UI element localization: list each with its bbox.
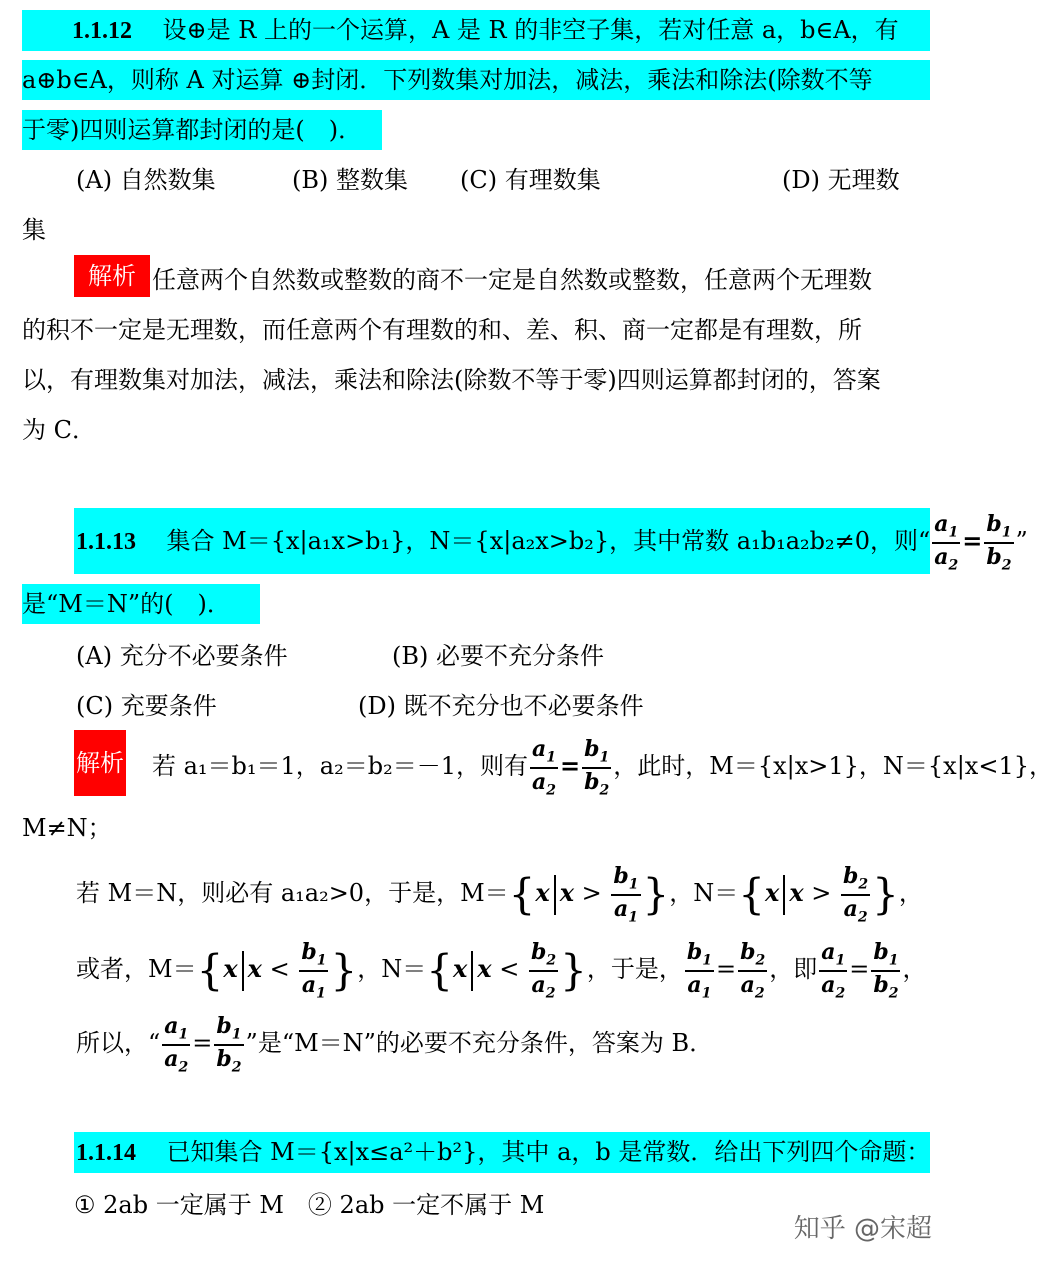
set-bar — [783, 875, 785, 915]
fraction-b2-over-a2: $\frac{b_2}{a_2}$ — [740, 939, 766, 1001]
problem-14-items: ① 2ab 一定属于 M ② 2ab 一定不属于 M — [74, 1191, 545, 1219]
fraction-b1-over-b2: $\frac{b_1}{b_2}$ — [584, 736, 610, 798]
option-d: (D) 既不充分也不必要条件 — [358, 692, 644, 720]
solution-line-1: 任意两个自然数或整数的商不一定是自然数或整数，任意两个无理数 — [152, 266, 872, 294]
fraction-b1-over-b2: $\frac{b_1}{b_2}$ — [216, 1013, 242, 1075]
option-b: (B) 整数集 — [292, 166, 408, 194]
set-bar — [471, 951, 473, 991]
problem-14-line-1 — [74, 1132, 930, 1173]
problem-text: 集合 M＝{x|a₁x>b₁}，N＝{x|a₂x>b₂}，其中常数 a₁b₁a₂b₂≠0，则“ — [166, 527, 931, 555]
solution-line-4: 或者，M＝{x x < $\frac{b_1}{a_1}$ }，N＝{x x < $\frac{b_2}{a_2}$ }，于是， $\frac{b_1}{a_1}$ = $\frac{b_2}{a_2}$ ，即 $\frac{a_1}{a_2}$ = $\frac{b_1}{b_2}$ ， — [76, 939, 927, 1001]
problem-number: 1.1.13 — [76, 529, 136, 555]
option-a: (A) 充分不必要条件 — [76, 642, 288, 670]
fraction-b1-over-b2: $\frac{b_1}{b_2}$ — [986, 511, 1012, 573]
option-a: (A) 自然数集 — [76, 166, 216, 194]
option-c: (C) 充要条件 — [76, 692, 217, 720]
set-bar — [242, 951, 244, 991]
fraction-b2-over-a2: $\frac{b_2}{a_2}$ — [843, 863, 869, 925]
solution-line-3: 以，有理数集对加法，减法，乘法和除法(除数不等于零)四则运算都封闭的，答案 — [22, 366, 881, 394]
set-bar — [554, 875, 556, 915]
fraction-a1-over-a2: $\frac{a_1}{a_2}$ — [164, 1013, 189, 1075]
fraction-b1-over-b2: $\frac{b_1}{b_2}$ — [873, 939, 899, 1001]
solution-line-5: 所以，“ $\frac{a_1}{a_2}$ = $\frac{b_1}{b_2}$ ”是“M＝N”的必要不充分条件，答案为 B． — [76, 1013, 714, 1075]
fraction-a1-over-a2: $\frac{a_1}{a_2}$ — [934, 511, 959, 573]
fraction-b2-over-a2: $\frac{b_2}{a_2}$ — [530, 939, 557, 1001]
fraction-b1-over-a1: $\frac{b_1}{a_1}$ — [613, 863, 639, 925]
problem-text: 设⊕是 R 上的一个运算，A 是 R 的非空子集，若对任意 a，b∈A，有 — [162, 16, 899, 44]
problem-12-line-2: a⊕b∈A，则称 A 对运算 ⊕封闭．下列数集对加法，减法，乘法和除法(除数不等 — [22, 60, 930, 100]
fraction-b1-over-a1: $\frac{b_1}{a_1}$ — [686, 939, 712, 1001]
solution-line-1: 若 a₁＝b₁＝1，a₂＝b₂＝－1，则有 $\frac{a_1}{a_2}$ = $\frac{b_1}{b_2}$ ，此时，M＝{x|x>1}，N＝{x|x<1}， — [152, 736, 1053, 798]
problem-number: 1.1.12 — [72, 18, 132, 44]
fraction-b1-over-a1: $\frac{b_1}{a_1}$ — [301, 939, 327, 1001]
problem-13-line-2: 是“M＝N”的( )． — [22, 584, 260, 624]
solution-line-2: M≠N； — [22, 814, 112, 842]
option-c: (C) 有理数集 — [460, 166, 601, 194]
analysis-tag: 解析 — [74, 730, 126, 796]
problem-number: 1.1.14 — [76, 1140, 136, 1166]
solution-line-2: 的积不一定是无理数，而任意两个有理数的和、差、积、商一定都是有理数，所 — [22, 316, 862, 344]
problem-13-line-1: 1.1.13 集合 M＝{x|a₁x>b₁}，N＝{x|a₂x>b₂}，其中常数 a₁b₁a₂b₂≠0，则“ $\frac{a_1}{a_2}$ = $\frac{b_1}{b_2}$ ” — [74, 508, 930, 574]
watermark: 知乎 @宋超 — [793, 1214, 932, 1244]
solution-line-4: 为 C． — [22, 416, 96, 444]
problem-12-line-1 — [22, 10, 930, 51]
fraction-a1-over-a2: $\frac{a_1}{a_2}$ — [821, 939, 846, 1001]
option-d: (D) 无理数 — [782, 166, 900, 194]
option-d-wrap: 集 — [22, 216, 46, 244]
problem-12-line-3: 于零)四则运算都封闭的是( )． — [22, 110, 382, 150]
solution-line-3: 若 M＝N，则必有 a₁a₂>0，于是，M＝{x x > $\frac{b_1}{a_1}$ }，N＝{x x > $\frac{b_2}{a_2}$ }， — [76, 863, 923, 925]
analysis-tag: 解析 — [74, 255, 150, 297]
option-b: (B) 必要不充分条件 — [392, 642, 604, 670]
problem-text: 已知集合 M＝{x|x≤a²＋b²}，其中 a，b 是常数．给出下列四个命题： — [166, 1138, 931, 1166]
fraction-a1-over-a2: $\frac{a_1}{a_2}$ — [532, 736, 557, 798]
